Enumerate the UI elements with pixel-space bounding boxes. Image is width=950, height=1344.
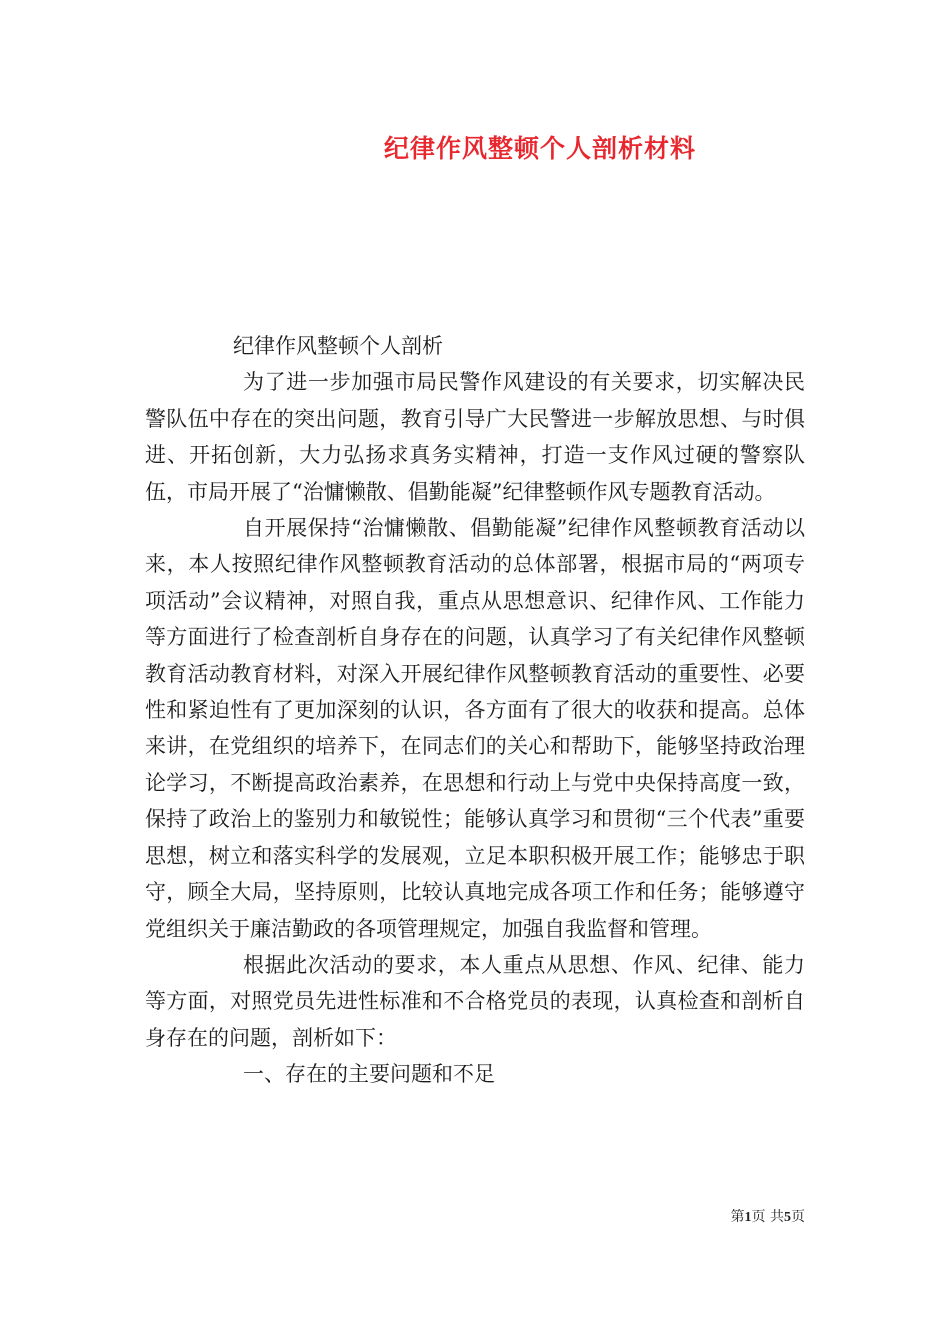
footer-middle: 页 共 [751, 1209, 784, 1225]
document-title: 纪律作风整顿个人剖析材料 [383, 134, 696, 163]
footer-page-number: 1 [744, 1210, 752, 1225]
paragraph-intro: 为了进一步加强市局民警作风建设的有关要求，切实解决民警队伍中存在的突出问题，教育引导广大民警进一步解放思想、与时俱进、开拓创新，大力弘扬求真务实精神，打造一支作风过硬的警察队伍，市局开展了“治慵懒散、倡勤能凝”纪律整顿作风专题教育活动。 [145, 370, 805, 504]
paragraph-self-review: 自开展保持“治慵懒散、倡勤能凝”纪律作风整顿教育活动以来，本人按照纪律作风整顿教育活动的总体部署，根据市局的“两项专项活动”会议精神，对照自我，重点从思想意识、纪律作风、工作能力等方面进行了检查剖析自身存在的问题，认真学习了有关纪律作风整顿教育活动教育材料，对深入开展纪律作风整顿教育活动的重要性、必要性和紧迫性有了更加深刻的认识，各方面有了很大的收获和提高。总体来讲，在党组织的培养下，在同志们的关心和帮助下，能够坚持政治理论学习，不断提高政治素养，在思想和行动上与党中央保持高度一致，保持了政治上的鉴别力和敏锐性；能够认真学习和贯彻“三个代表”重要思想，树立和落实科学的发展观，立足本职积极开展工作；能够忠于职守，顾全大局，坚持原则，比较认真地完成各项工作和任务；能够遵守党组织关于廉洁勤政的各项管理规定，加强自我监督和管理。 [145, 516, 805, 941]
document-body [145, 328, 805, 1093]
footer-prefix: 第 [730, 1209, 745, 1225]
document-subtitle: 纪律作风整顿个人剖析 [233, 334, 443, 358]
page-footer [731, 1206, 805, 1226]
section-heading-problems: 一、存在的主要问题和不足 [243, 1062, 495, 1087]
paragraph-analysis-basis: 根据此次活动的要求，本人重点从思想、作风、纪律、能力等方面，对照党员先进性标准和不合格党员的表现，认真检查和剖析自身存在的问题，剖析如下： [145, 952, 805, 1050]
footer-total-pages: 5 [784, 1210, 791, 1225]
footer-suffix: 页 [791, 1209, 805, 1225]
